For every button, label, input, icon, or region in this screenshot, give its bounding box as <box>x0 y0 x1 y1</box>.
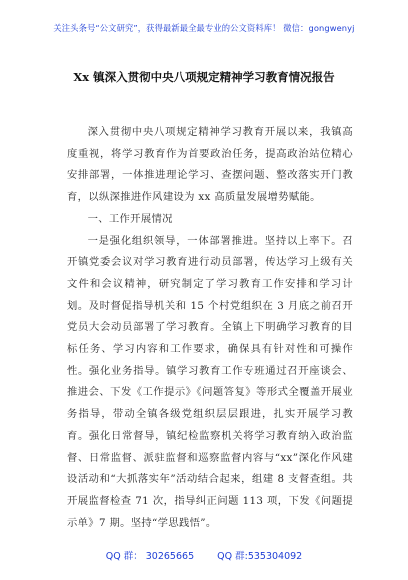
footer-qq-group-1: QQ 群： 30265665 <box>105 551 195 562</box>
header-banner: 关注头条号“公文研究”，获得最新最全最专业的公文资料库！ 微信：gongwenyj <box>53 23 355 33</box>
section-paragraph: 一是强化组织领导，一体部署推进。坚持以上率下。召开镇党委会议对学习教育进行动员部署，传达学习上级有关文件和会议精神，研究制定了学习教育工作安排和学习计划。及时督促指导机关和 15 个村党组织在 3 月底之前召开党员大会动员部署了学习教育。全镇上下明确学习教育的目标任务、学习内容和工作要求，确保具有针对性和可操作性。强化业务指导。镇学习教育工作专班通过召开座谈会、推进会、下发《工作提示》《问题答复》等形式全覆盖开展业务指导，带动全镇各级党组织层层跟进，扎实开展学习教育。强化日常督导，镇纪检监察机关将学习教育纳入政治监督、日常监督、派驻监督和巡察监督内容与“xx”深化作风建设活动和“大抓落实年”活动结合起来，组建 8 支督查组。共开展监督检查 71 次，指导纠正问题 113 项，下发《问题提示单》7 期。坚持“学思践悟”。 <box>67 234 353 529</box>
footer-qq-group-2: QQ 群:535304092 <box>217 551 303 562</box>
footer-contacts <box>0 548 408 562</box>
section-heading: 一、工作开展情况 <box>87 212 173 225</box>
intro-paragraph: 深入贯彻中央八项规定精神学习教育开展以来，我镇高度重视，将学习教育作为首要政治任务，提高政治站位精心安排部署，一体推进理论学习、查摆问题、整改落实开门教育，以纵深推进作风建设为 xx 高质量发展增势赋能。 <box>67 126 353 204</box>
document-body <box>67 122 353 534</box>
document-title: Xx 镇深入贯彻中央八项规定精神学习教育情况报告 <box>73 70 335 84</box>
